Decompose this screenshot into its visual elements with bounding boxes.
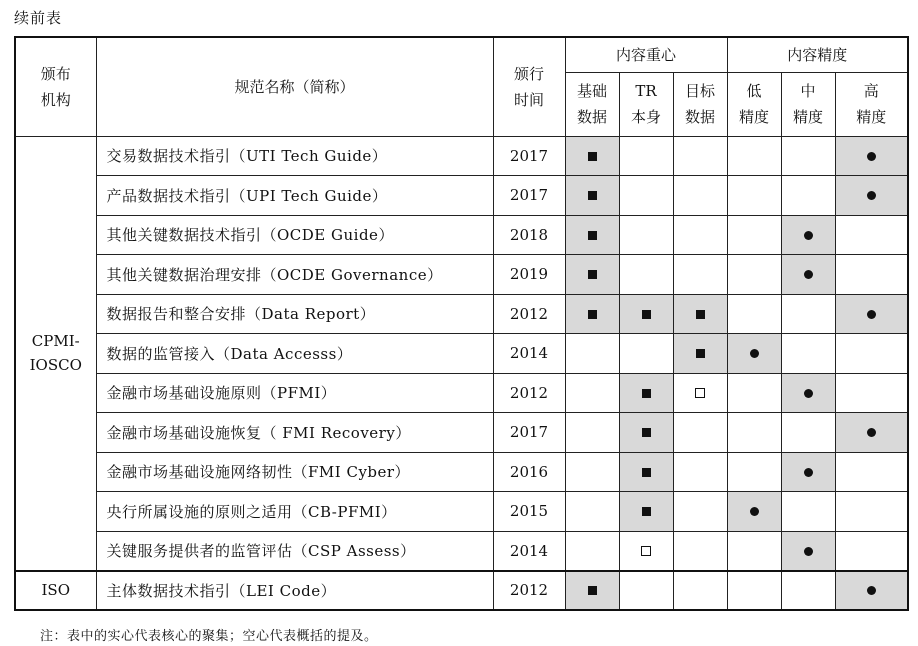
precision-cell <box>781 215 835 255</box>
filled-dot-icon <box>750 507 759 516</box>
issue-year: 2017 <box>493 176 565 216</box>
open-square-icon <box>641 546 651 556</box>
precision-cell <box>835 176 908 216</box>
header-precision-0: 低 精度 <box>727 72 781 136</box>
header-time: 颁行 时间 <box>493 37 565 136</box>
focus-cell <box>565 413 619 453</box>
focus-cell <box>565 452 619 492</box>
precision-cell <box>835 452 908 492</box>
filled-dot-icon <box>804 547 813 556</box>
focus-cell <box>619 571 673 611</box>
filled-square-icon <box>642 389 651 398</box>
filled-square-icon <box>588 586 597 595</box>
precision-cell <box>781 531 835 571</box>
filled-dot-icon <box>867 586 876 595</box>
focus-cell <box>619 452 673 492</box>
focus-cell <box>565 492 619 532</box>
table-row <box>15 255 908 295</box>
focus-cell <box>619 136 673 176</box>
table-row <box>15 492 908 532</box>
focus-cell <box>619 176 673 216</box>
header-focus-1: TR 本身 <box>619 72 673 136</box>
precision-cell <box>727 373 781 413</box>
institution-cell: CPMI- IOSCO <box>15 136 96 571</box>
standard-name: 其他关键数据治理安排（OCDE Governance） <box>96 255 493 295</box>
table-row <box>15 531 908 571</box>
focus-cell <box>673 294 727 334</box>
filled-square-icon <box>642 507 651 516</box>
precision-cell <box>835 492 908 532</box>
focus-cell <box>619 294 673 334</box>
institution-cell: ISO <box>15 571 96 611</box>
precision-cell <box>835 373 908 413</box>
precision-cell <box>835 294 908 334</box>
focus-cell <box>673 492 727 532</box>
focus-cell <box>565 255 619 295</box>
issue-year: 2015 <box>493 492 565 532</box>
standard-name: 交易数据技术指引（UTI Tech Guide） <box>96 136 493 176</box>
precision-cell <box>781 373 835 413</box>
precision-cell <box>781 255 835 295</box>
standard-name: 主体数据技术指引（LEI Code） <box>96 571 493 611</box>
precision-cell <box>781 492 835 532</box>
issue-year: 2014 <box>493 334 565 374</box>
precision-cell <box>727 571 781 611</box>
focus-cell <box>673 373 727 413</box>
filled-square-icon <box>588 310 597 319</box>
filled-square-icon <box>588 191 597 200</box>
precision-cell <box>781 334 835 374</box>
precision-cell <box>727 531 781 571</box>
issue-year: 2016 <box>493 452 565 492</box>
table-row <box>15 176 908 216</box>
standard-name: 数据报告和整合安排（Data Report） <box>96 294 493 334</box>
issue-year: 2014 <box>493 531 565 571</box>
filled-dot-icon <box>804 231 813 240</box>
precision-cell <box>835 334 908 374</box>
focus-cell <box>619 334 673 374</box>
issue-year: 2017 <box>493 413 565 453</box>
table-row <box>15 373 908 413</box>
table-row <box>15 413 908 453</box>
filled-dot-icon <box>867 152 876 161</box>
standards-table <box>14 36 909 611</box>
focus-cell <box>565 531 619 571</box>
focus-cell <box>565 136 619 176</box>
focus-cell <box>565 373 619 413</box>
standard-name: 金融市场基础设施网络韧性（FMI Cyber） <box>96 452 493 492</box>
filled-square-icon <box>696 349 705 358</box>
table-row <box>15 452 908 492</box>
precision-cell <box>781 176 835 216</box>
precision-cell <box>835 136 908 176</box>
table-row <box>15 294 908 334</box>
issue-year: 2019 <box>493 255 565 295</box>
filled-dot-icon <box>750 349 759 358</box>
header-focus-0: 基础 数据 <box>565 72 619 136</box>
precision-cell <box>727 413 781 453</box>
filled-square-icon <box>588 270 597 279</box>
standard-name: 金融市场基础设施恢复（ FMI Recovery） <box>96 413 493 453</box>
filled-dot-icon <box>804 389 813 398</box>
standard-name: 央行所属设施的原则之适用（CB-PFMI） <box>96 492 493 532</box>
precision-cell <box>835 531 908 571</box>
focus-cell <box>619 215 673 255</box>
filled-square-icon <box>642 428 651 437</box>
issue-year: 2012 <box>493 294 565 334</box>
header-institution: 颁布 机构 <box>15 37 96 136</box>
precision-cell <box>835 215 908 255</box>
precision-cell <box>781 571 835 611</box>
filled-dot-icon <box>804 270 813 279</box>
filled-dot-icon <box>867 310 876 319</box>
table-row <box>15 571 908 611</box>
precision-cell <box>781 413 835 453</box>
issue-year: 2012 <box>493 571 565 611</box>
focus-cell <box>673 413 727 453</box>
header-focus-2: 目标 数据 <box>673 72 727 136</box>
header-precision-2: 高 精度 <box>835 72 908 136</box>
precision-cell <box>727 136 781 176</box>
issue-year: 2017 <box>493 136 565 176</box>
focus-cell <box>565 215 619 255</box>
focus-cell <box>673 136 727 176</box>
standard-name: 数据的监管接入（Data Accesss） <box>96 334 493 374</box>
precision-cell <box>727 334 781 374</box>
filled-square-icon <box>642 468 651 477</box>
focus-cell <box>673 531 727 571</box>
filled-dot-icon <box>867 428 876 437</box>
filled-dot-icon <box>804 468 813 477</box>
standard-name: 其他关键数据技术指引（OCDE Guide） <box>96 215 493 255</box>
table-row <box>15 334 908 374</box>
focus-cell <box>673 334 727 374</box>
focus-cell <box>565 176 619 216</box>
filled-dot-icon <box>867 191 876 200</box>
focus-cell <box>673 255 727 295</box>
precision-cell <box>727 255 781 295</box>
issue-year: 2012 <box>493 373 565 413</box>
precision-cell <box>835 571 908 611</box>
precision-cell <box>727 452 781 492</box>
standard-name: 关键服务提供者的监管评估（CSP Assess） <box>96 531 493 571</box>
precision-cell <box>781 452 835 492</box>
focus-cell <box>619 531 673 571</box>
filled-square-icon <box>642 310 651 319</box>
table-row <box>15 215 908 255</box>
focus-cell <box>673 215 727 255</box>
header-group-precision: 内容精度 <box>727 37 908 72</box>
precision-cell <box>727 176 781 216</box>
focus-cell <box>673 176 727 216</box>
precision-cell <box>835 255 908 295</box>
focus-cell <box>673 452 727 492</box>
focus-cell <box>565 571 619 611</box>
focus-cell <box>619 413 673 453</box>
filled-square-icon <box>588 231 597 240</box>
header-name: 规范名称（简称） <box>96 37 493 136</box>
precision-cell <box>781 294 835 334</box>
standard-name: 产品数据技术指引（UPI Tech Guide） <box>96 176 493 216</box>
focus-cell <box>565 334 619 374</box>
header-precision-1: 中 精度 <box>781 72 835 136</box>
table-caption: 续前表 <box>14 9 63 27</box>
header-group-focus: 内容重心 <box>565 37 727 72</box>
table-note: 注：表中的实心代表核心的聚集；空心代表概括的提及。 <box>40 629 378 644</box>
focus-cell <box>619 492 673 532</box>
issue-year: 2018 <box>493 215 565 255</box>
precision-cell <box>727 294 781 334</box>
precision-cell <box>727 215 781 255</box>
focus-cell <box>619 255 673 295</box>
open-square-icon <box>695 388 705 398</box>
focus-cell <box>619 373 673 413</box>
filled-square-icon <box>696 310 705 319</box>
precision-cell <box>727 492 781 532</box>
filled-square-icon <box>588 152 597 161</box>
table-row <box>15 136 908 176</box>
precision-cell <box>835 413 908 453</box>
focus-cell <box>565 294 619 334</box>
precision-cell <box>781 136 835 176</box>
focus-cell <box>673 571 727 611</box>
standard-name: 金融市场基础设施原则（PFMI） <box>96 373 493 413</box>
